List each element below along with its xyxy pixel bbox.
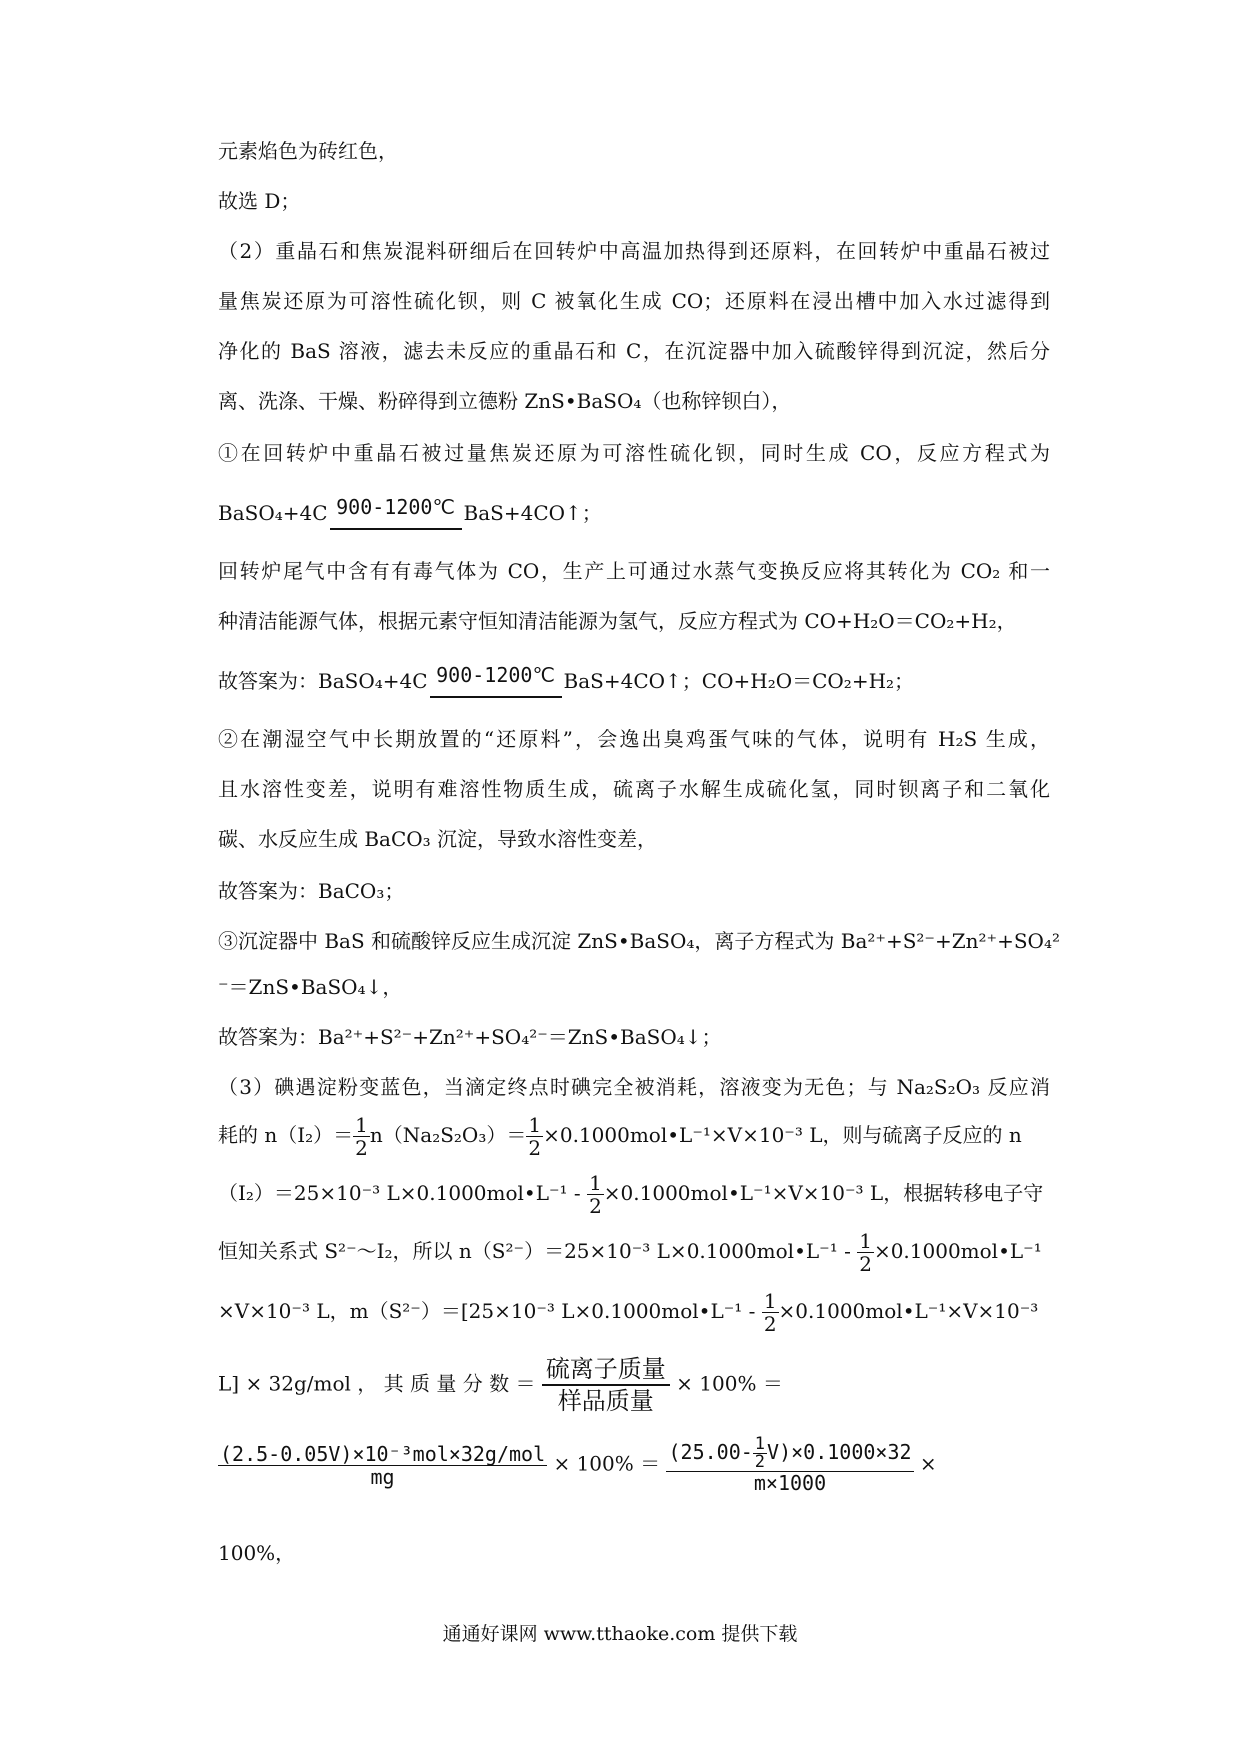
fraction-denominator: 2 — [754, 1452, 766, 1472]
text-line: 量焦炭还原为可溶性硫化钡，则 C 被氧化生成 CO；还原料在浸出槽中加入水过滤得到 — [218, 289, 1050, 313]
text-line: ②在潮湿空气中长期放置的“还原料”，会逸出臭鸡蛋气味的气体，说明有 H₂S 生成， — [218, 727, 1050, 751]
fraction-denominator: 2 — [589, 1194, 602, 1218]
fraction-numerator: 1 — [763, 1289, 777, 1313]
calc-text: n（Na₂S₂O₃）＝ — [369, 1123, 527, 1147]
fraction-denominator: 2 — [528, 1136, 542, 1160]
fraction-denominator: 2 — [859, 1252, 872, 1276]
calc-text: × 100% ＝ — [676, 1371, 783, 1396]
text-line: 元素焰色为砖红色， — [218, 139, 398, 163]
mass-fraction-numerator: 硫离子质量 — [542, 1354, 670, 1386]
eq2-suffix: BaS+4CO↑；CO+H₂O＝CO₂+H₂； — [563, 669, 915, 693]
calc-text: (25.00- — [668, 1440, 753, 1464]
eq1-prefix: BaSO₄+4C — [218, 501, 328, 525]
text-line: 碳、水反应生成 BaCO₃ 沉淀，导致水溶性变差， — [218, 827, 658, 851]
text-line: （2）重晶石和焦炭混料研细后在回转炉中高温加热得到还原料，在回转炉中重晶石被过 — [218, 239, 1050, 263]
calc-text: L] × 32g/mol ， 其 质 量 分 数 ＝ — [218, 1371, 536, 1396]
text-line: 且水溶性变差，说明有难溶性物质生成，硫离子水解生成硫化氢，同时钡离子和二氧化 — [218, 777, 1050, 801]
equation-2 — [218, 663, 1050, 698]
calc-line-20 — [218, 1114, 1050, 1159]
calc-text: ×0.1000mol•L⁻¹ — [873, 1239, 1042, 1263]
text-line: 净化的 BaS 溶液，滤去未反应的重晶石和 C，在沉淀器中加入硫酸锌得到沉淀，然后分 — [218, 339, 1050, 363]
text-line: 种清洁能源气体，根据元素守恒知清洁能源为氢气，反应方程式为 CO+H₂O＝CO₂+H₂， — [218, 609, 1017, 633]
eq2-condition — [430, 663, 562, 698]
fraction-numerator: 1 — [754, 1434, 766, 1454]
fraction-numerator: 1 — [355, 1113, 368, 1137]
result-fraction-2-numerator — [666, 1436, 913, 1472]
fraction-half — [762, 1290, 779, 1335]
text-line: 故选 D； — [218, 189, 301, 213]
calc-text: ×0.1000mol•L⁻¹×V×10⁻³ L，根据转移电子守 — [603, 1181, 1044, 1205]
text-line: ①在回转炉中重晶石被过量焦炭还原为可溶性硫化钡，同时生成 CO，反应方程式为 — [218, 441, 1050, 465]
calc-line-25 — [218, 1436, 1050, 1494]
page-footer: 通通好课网 www.tthaoke.com 提供下载 — [442, 1623, 798, 1645]
text-line: 100%， — [218, 1541, 296, 1565]
text-line: ⁻＝ZnS•BaSO₄↓， — [218, 975, 403, 999]
mass-fraction-denominator: 样品质量 — [557, 1387, 654, 1415]
calc-text: ×V×10⁻³ L，m（S²⁻）＝[25×10⁻³ L×0.1000mol•L⁻¹ - — [218, 1299, 762, 1323]
text-line: 离、洗涤、干燥、粉碎得到立德粉 ZnS•BaSO₄（也称锌钡白）， — [218, 389, 792, 413]
fraction-numerator: 1 — [859, 1229, 872, 1253]
fraction-denominator: 2 — [763, 1312, 777, 1336]
calc-text: × — [919, 1451, 937, 1476]
eq2-prefix: 故答案为：BaSO₄+4C — [218, 669, 428, 693]
text-line: 故答案为：BaCO₃； — [218, 879, 405, 903]
fraction-half — [857, 1230, 874, 1275]
calc-line-21 — [218, 1172, 1050, 1217]
calc-line-23 — [218, 1290, 1050, 1335]
fraction-half — [353, 1114, 370, 1159]
result-fraction-1-denominator: mg — [370, 1464, 395, 1489]
calc-text: ×0.1000mol•L⁻¹×V×10⁻³ — [778, 1299, 1039, 1323]
fraction-half — [753, 1436, 767, 1471]
fraction-numerator: 1 — [528, 1113, 542, 1137]
fraction-numerator: 1 — [589, 1171, 602, 1195]
result-fraction-1 — [218, 1443, 547, 1488]
calc-line-24 — [218, 1354, 1050, 1416]
text-line: ③沉淀器中 BaS 和硫酸锌反应生成沉淀 ZnS•BaSO₄，离子方程式为 Ba²⁺+S²⁻+Zn²⁺+SO₄² — [218, 929, 1060, 953]
result-fraction-2 — [666, 1436, 913, 1494]
fraction-half — [587, 1172, 604, 1217]
mass-fraction — [542, 1354, 670, 1416]
result-fraction-2-denominator: m×1000 — [753, 1471, 827, 1495]
fraction-denominator: 2 — [355, 1136, 368, 1160]
equation-1 — [218, 495, 1050, 530]
text-line: 回转炉尾气中含有有毒气体为 CO，生产上可通过水蒸气变换反应将其转化为 CO₂ 和一 — [218, 559, 1050, 583]
result-fraction-1-numerator: (2.5-0.05V)×10⁻³mol×32g/mol — [220, 1441, 546, 1466]
calc-text: × 100% ＝ — [553, 1451, 661, 1476]
calc-text: ×0.1000mol•L⁻¹×V×10⁻³ L，则与硫离子反应的 n — [543, 1123, 1022, 1147]
calc-text: V)×0.1000×32 — [767, 1440, 912, 1464]
eq1-condition — [330, 495, 462, 530]
fraction-half — [526, 1114, 543, 1159]
eq1-condition-text: 900-1200℃ — [336, 495, 455, 519]
calc-text: （I₂）＝25×10⁻³ L×0.1000mol•L⁻¹ - — [218, 1181, 588, 1205]
eq2-condition-text: 900-1200℃ — [436, 663, 555, 687]
text-line: （3）碘遇淀粉变蓝色，当滴定终点时碘完全被消耗，溶液变为无色；与 Na₂S₂O₃ 反应消 — [218, 1075, 1050, 1099]
calc-text: 耗的 n（I₂）＝ — [218, 1123, 354, 1147]
text-line: 故答案为：Ba²⁺+S²⁻+Zn²⁺+SO₄²⁻＝ZnS•BaSO₄↓； — [218, 1025, 722, 1049]
eq1-suffix: BaS+4CO↑； — [463, 501, 602, 525]
calc-text: 恒知关系式 S²⁻～I₂，所以 n（S²⁻）＝25×10⁻³ L×0.1000mol•L⁻¹ - — [218, 1239, 858, 1263]
calc-line-22 — [218, 1230, 1050, 1275]
